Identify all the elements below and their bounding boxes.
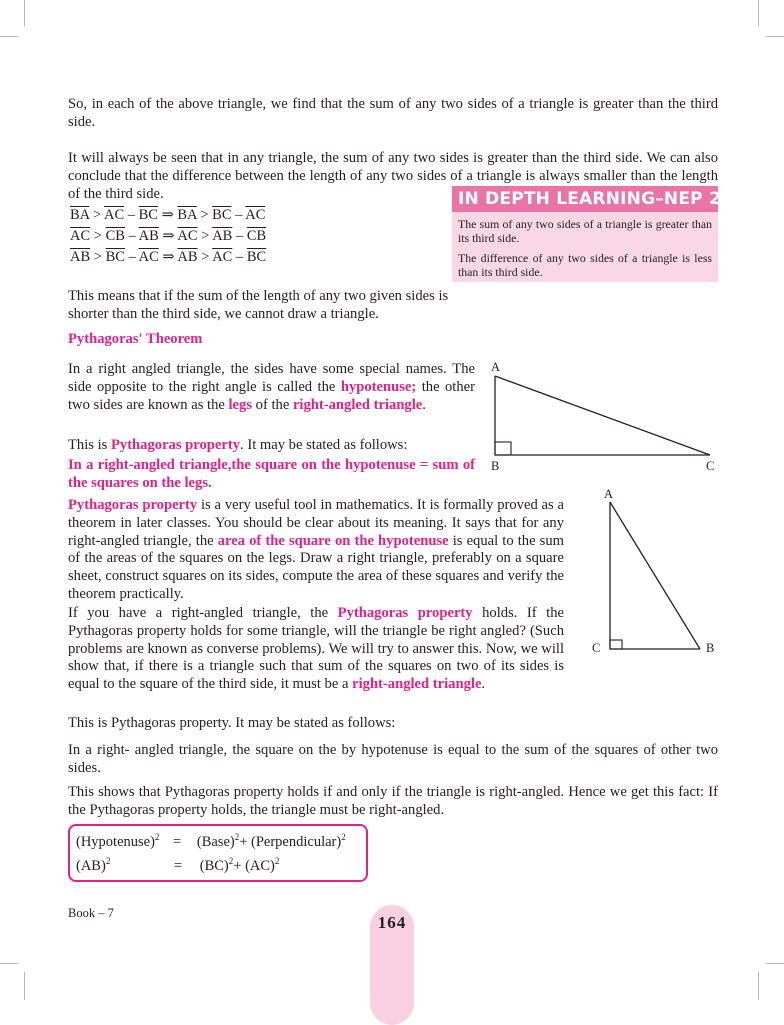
paragraph-difference-smaller: It will always be seen that in any triangle, the sum of any two sides is greater than the third side. We can also conclude that the difference between the length of any two sides of a triangle is always smaller than the length of the third side. <box>68 150 718 202</box>
gt-symbol: > <box>201 228 210 244</box>
crop-mark <box>24 0 25 26</box>
triangle-acb-vertical <box>580 480 730 660</box>
book-label: Book – 7 <box>68 906 114 920</box>
in-depth-learning-title: IN DEPTH LEARNING–NEP 2020 <box>452 186 718 212</box>
text: This is <box>68 437 111 453</box>
segment: $\overline{AC}$ <box>245 207 266 223</box>
segment: $\overline{BC}$ <box>212 207 232 223</box>
paragraph-if-and-only-if: This shows that Pythagoras property holds if and only if the triangle is right-angled. Hence we get this fact: If the Pythagoras property holds, the triangle must be right-angled. <box>68 784 718 818</box>
paragraph-sum-greater: So, in each of the above triangle, we find that the sum of any two sides of a triangle is greater than the third side. <box>68 96 718 130</box>
segment: $\overline{AB}$ <box>70 249 91 265</box>
formula-base: (Base) <box>196 833 235 850</box>
crop-mark <box>0 36 18 37</box>
crop-mark <box>766 36 784 37</box>
crop-mark <box>758 0 759 26</box>
term-pythagoras-property: Pythagoras property <box>337 605 473 621</box>
term-hypotenuse: hypotenuse; <box>340 378 417 395</box>
text: If you have a right-angled triangle, the <box>68 605 338 621</box>
paragraph-special-names <box>68 361 475 414</box>
segment: $\overline{AC}$ <box>70 228 91 244</box>
section-title: Pythagoras' Theorem <box>68 331 203 347</box>
minus-symbol: – <box>128 249 136 265</box>
inequality-list <box>70 205 266 268</box>
paragraph-right-angled-statement: In a right- angled triangle, the square on the by hypotenuse is equal to the sum of the squares of other two sides. <box>68 742 718 776</box>
equals-sign: = <box>173 833 182 850</box>
formula-row-specific <box>76 856 279 875</box>
segment: $\overline{AB}$ <box>138 228 159 244</box>
in-depth-learning-box <box>452 186 758 282</box>
minus-symbol: – <box>128 228 136 244</box>
term-legs: legs <box>228 396 253 413</box>
sidebox-line-difference: The difference of any two sides of a triangle is less than its third side. <box>458 251 712 279</box>
crop-mark <box>758 972 759 1000</box>
crop-mark <box>0 963 18 964</box>
segment: $\overline{BC}$ <box>246 249 267 265</box>
segment: $\overline{AB}$ <box>212 228 233 244</box>
segment: $\overline{BC}$ <box>105 249 125 265</box>
plus-sign: + <box>233 857 246 874</box>
minus-symbol: – <box>235 228 244 244</box>
term-area-square-hypotenuse: area of the square on the hypotenuse <box>217 532 449 549</box>
vertex-label-b: B <box>706 641 715 655</box>
crop-mark <box>24 972 25 1000</box>
gt-symbol: > <box>200 207 209 223</box>
term-pythagoras-property: Pythagoras property <box>110 437 241 453</box>
segment: $\overline{AC}$ <box>212 249 233 265</box>
exponent: 2 <box>105 856 111 866</box>
segment: $\overline{BA}$ <box>177 207 197 223</box>
paragraph-converse <box>68 605 564 694</box>
inequality-row <box>70 205 266 226</box>
paragraph-useful-tool <box>68 497 564 604</box>
text: . <box>422 396 426 413</box>
inequality-row <box>70 226 266 247</box>
triangle-abc-horizontal <box>480 355 730 480</box>
implies-symbol: ⇒ <box>162 249 175 265</box>
inequality-row <box>70 247 266 268</box>
text: the other two sides are known as the <box>68 378 475 413</box>
formula-box <box>68 824 368 882</box>
text: . <box>481 676 486 693</box>
implies-symbol: ⇒ <box>162 228 175 244</box>
equals-sign: = <box>173 857 183 874</box>
gt-symbol: > <box>93 249 102 265</box>
page-number: 164 <box>377 913 407 932</box>
exponent: 2 <box>341 832 346 842</box>
term-pythagoras-property: Pythagoras property <box>68 497 198 513</box>
formula-ab: (AB) <box>76 857 106 874</box>
text: In a right angled triangle, the sides have some special names. The side opposite to the right angle is called the <box>68 361 475 395</box>
segment: $\overline{AC}$ <box>177 228 198 244</box>
segment: $\overline{AC}$ <box>103 207 125 223</box>
right-angle-marker <box>495 442 511 455</box>
paragraph-stated-as-follows-2: This is Pythagoras property. It may be stated as follows: <box>68 715 396 731</box>
vertex-label-b: B <box>491 459 500 473</box>
formula-row-general <box>76 832 346 851</box>
vertex-label-a: A <box>604 487 614 501</box>
statement-pythagoras: In a right-angled triangle,the square on the hypotenuse = sum of the squares on the legs. <box>68 457 475 491</box>
vertex-label-a: A <box>491 360 501 374</box>
formula-ac: (AC) <box>245 857 275 874</box>
formula-bc: (BC) <box>199 857 229 874</box>
gt-symbol: > <box>201 249 210 265</box>
segment: $\overline{BA}$ <box>70 207 90 223</box>
text: is equal to the sum of the areas of the squares on the legs. Draw a right triangle, preferably on a square sheet, construct squares on its sides, compute the area of these squares and verify the theorem practically. <box>68 532 565 602</box>
exponent: 2 <box>234 832 240 842</box>
term-right-angled-triangle: right-angled triangle <box>292 396 423 413</box>
minus-symbol: – <box>235 207 243 223</box>
formula-perpendicular: (Perpendicular) <box>251 833 342 850</box>
text: holds. If the Pythagoras property holds for some triangle, will the triangle be right angled? (Such problems are known as converse problems). We will try to answer this. Now, we will show that, if there is a triangle such that sum of the squares on two of its sides is equal to the square of the third side, it must be a <box>68 605 564 693</box>
gt-symbol: > <box>93 228 102 244</box>
crop-mark <box>766 963 784 964</box>
vertex-label-c: C <box>592 641 601 655</box>
vertex-label-c: C <box>706 459 715 473</box>
segment: $\overline{BC}$ <box>138 207 158 223</box>
segment: $\overline{CB}$ <box>246 228 267 244</box>
segment: $\overline{AC}$ <box>138 249 159 265</box>
exponent: 2 <box>154 832 160 842</box>
gt-symbol: > <box>92 207 102 223</box>
segment: $\overline{CB}$ <box>105 228 125 244</box>
segment: $\overline{AB}$ <box>177 249 198 265</box>
paragraph-cannot-draw: This means that if the sum of the length of any two given sides is shorter than the third side, we cannot draw a triangle. <box>68 288 449 322</box>
paragraph-stated-as-follows <box>68 437 475 455</box>
text: is a very useful tool in mathematics. It is formally proved as a theorem in later classes. You should be clear about its meaning. It says that for any right-angled triangle, the <box>68 497 564 549</box>
term-right-angled-triangle: right-angled triangle <box>352 676 482 693</box>
implies-symbol: ⇒ <box>161 207 174 223</box>
right-angle-marker <box>610 640 622 649</box>
text: . It may be stated as follows: <box>240 437 408 453</box>
exponent: 2 <box>228 856 234 866</box>
plus-sign: + <box>239 833 252 850</box>
exponent: 2 <box>274 856 280 866</box>
sidebox-line-sum: The sum of any two sides of a triangle is greater than its third side. <box>458 217 712 245</box>
formula-hypotenuse: (Hypotenuse) <box>76 833 155 850</box>
minus-symbol: – <box>235 249 244 265</box>
text: of the <box>252 396 293 413</box>
minus-symbol: – <box>127 207 136 223</box>
